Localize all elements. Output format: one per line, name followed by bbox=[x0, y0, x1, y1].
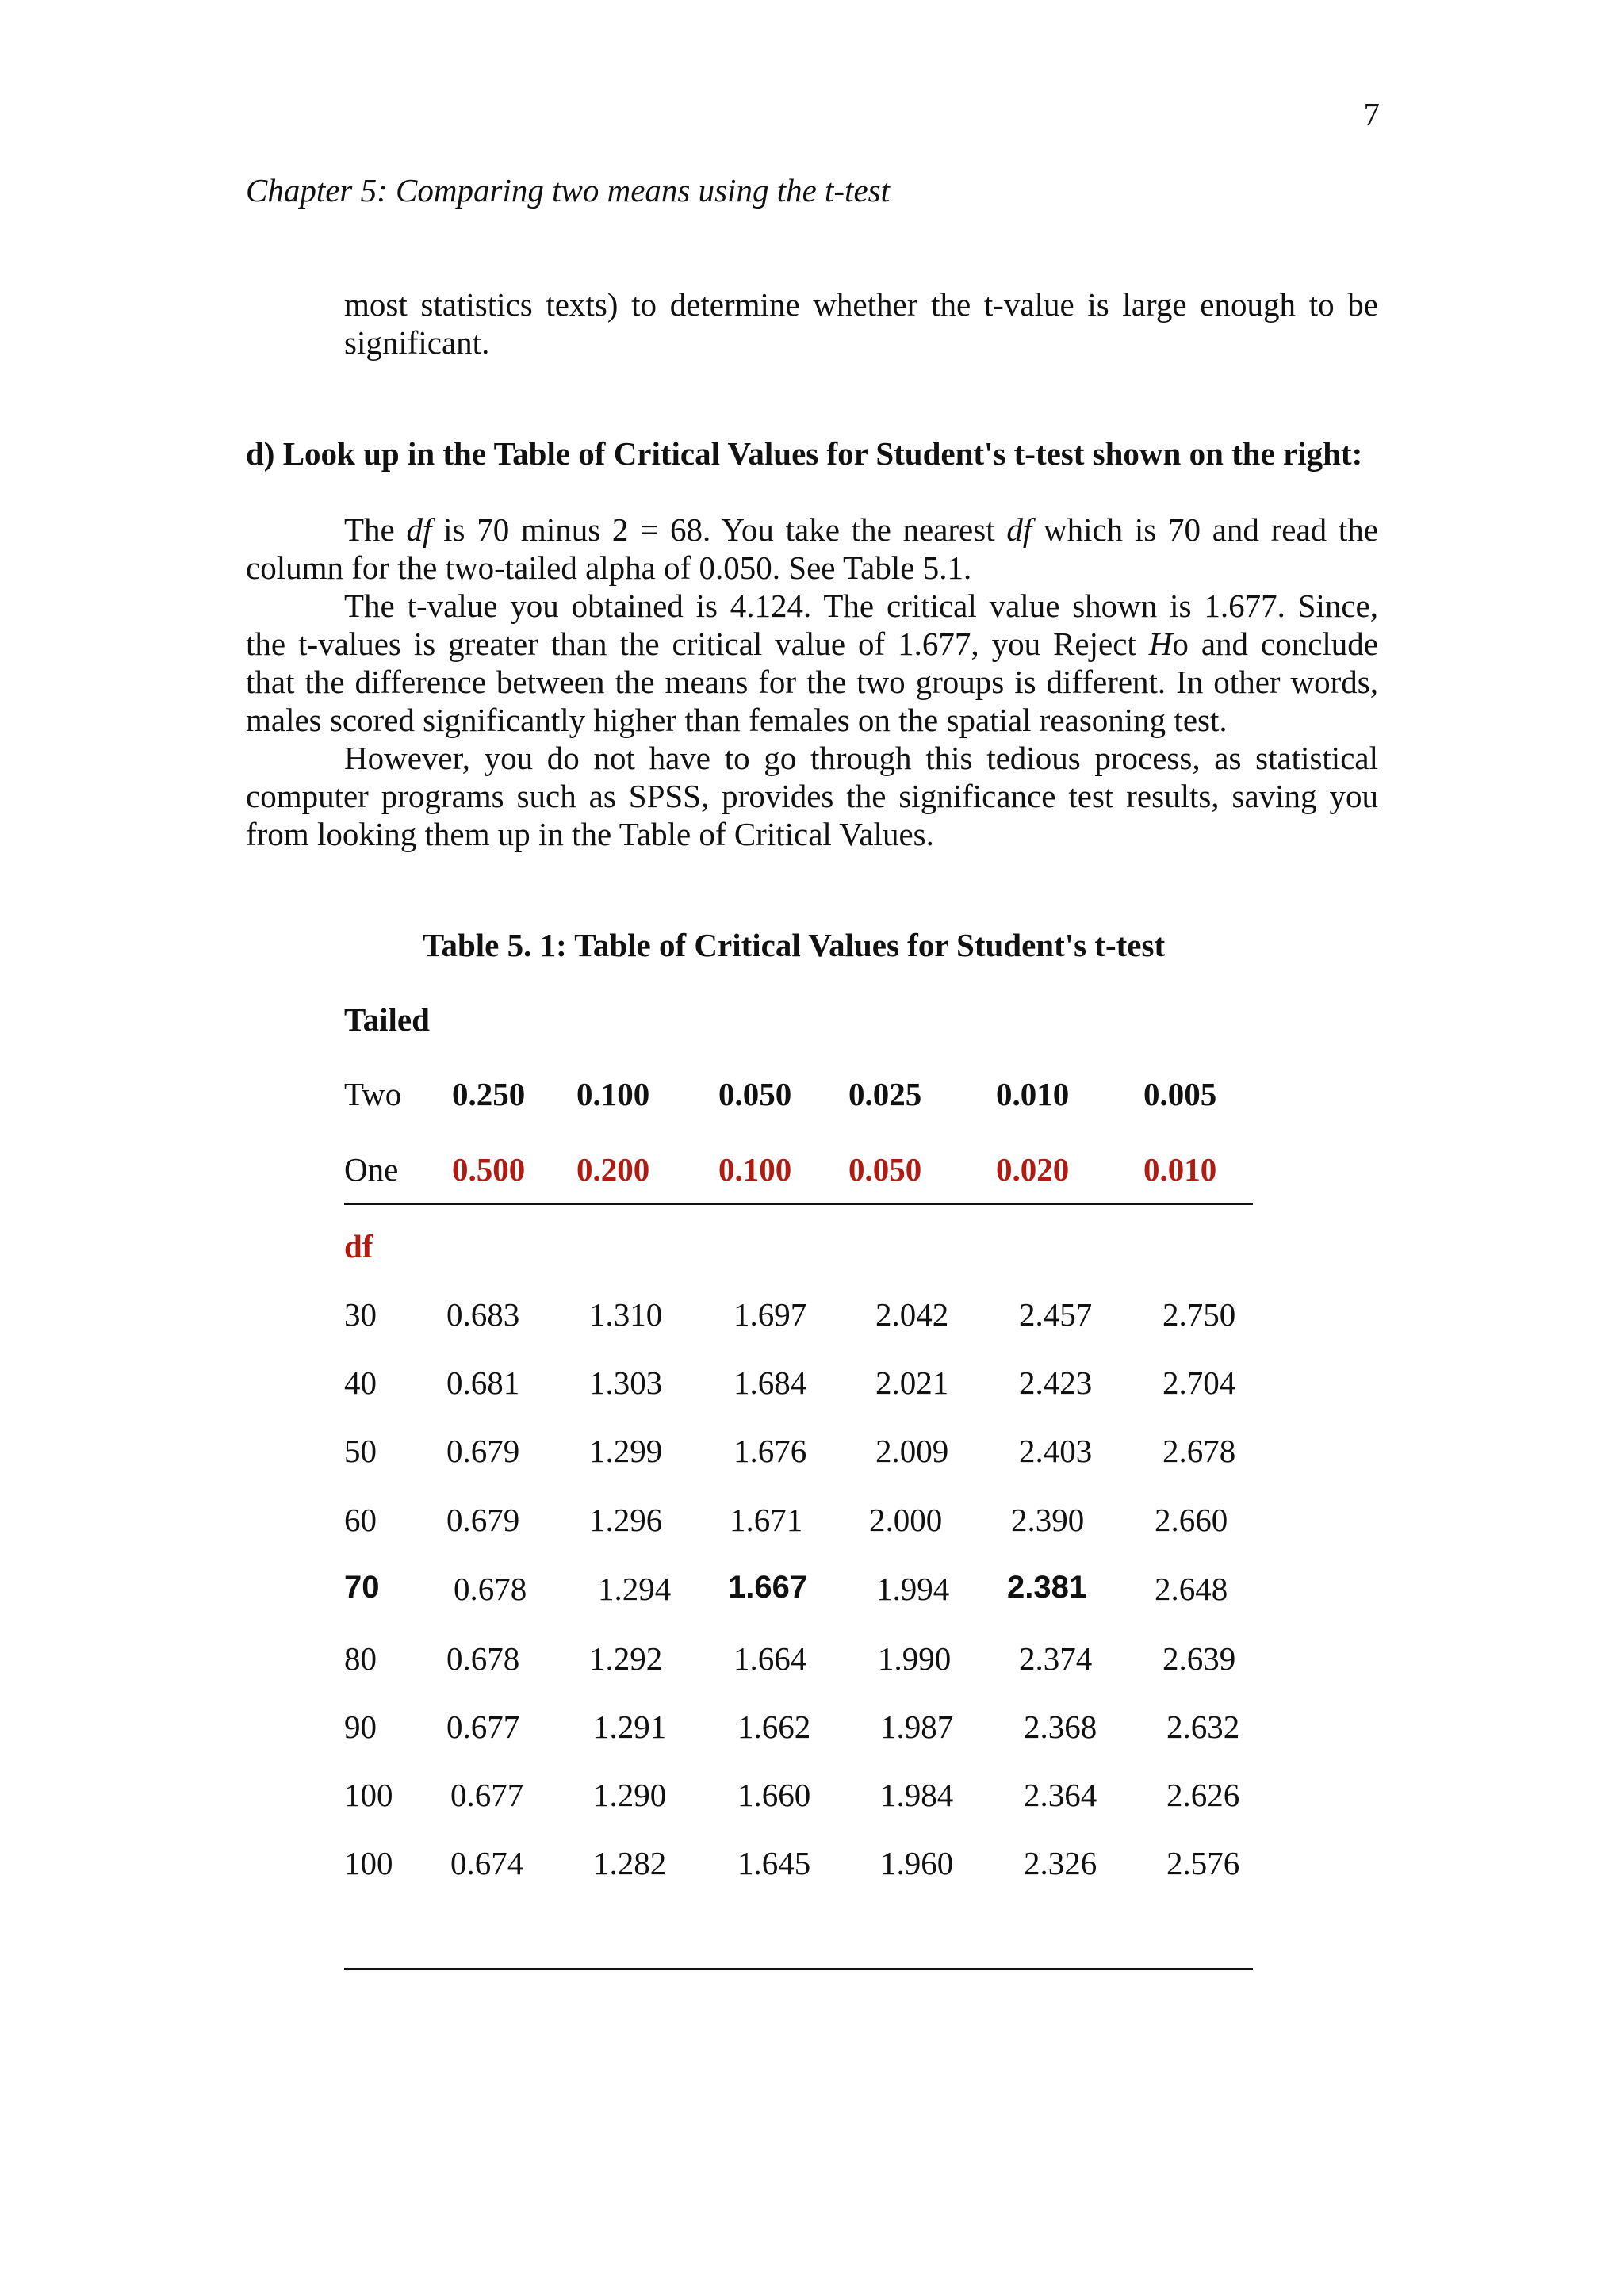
text-line bbox=[246, 815, 1378, 853]
critical-value-cell: 1.664 bbox=[733, 1640, 807, 1677]
critical-value-cell: 1.960 bbox=[880, 1845, 954, 1881]
critical-value-cell: 1.282 bbox=[593, 1845, 667, 1881]
text-line bbox=[246, 587, 1378, 625]
continuation-paragraph: most statistics texts) to determine whether the t-value is large enough to be significant. bbox=[344, 286, 1378, 361]
two-tailed-label: Two bbox=[344, 1076, 402, 1112]
critical-value-cell: 0.677 bbox=[450, 1777, 524, 1813]
critical-value-cell: 2.639 bbox=[1162, 1640, 1236, 1677]
text-run: is 70 minus 2 = 68. You take the nearest bbox=[431, 511, 1007, 548]
page-number: 7 bbox=[1363, 96, 1380, 132]
df-value: 40 bbox=[344, 1364, 377, 1401]
critical-value-cell: 1.697 bbox=[733, 1296, 807, 1333]
text-line bbox=[246, 663, 1378, 701]
one-tailed-alpha: 0.500 bbox=[452, 1151, 526, 1188]
text-line bbox=[246, 777, 1378, 815]
df-value: 100 bbox=[344, 1777, 393, 1813]
critical-value-cell: 0.678 bbox=[454, 1571, 527, 1607]
critical-value-cell: 2.660 bbox=[1155, 1502, 1228, 1538]
table-top-rule bbox=[344, 1203, 1253, 1205]
critical-value-cell: 1.667 bbox=[728, 1570, 808, 1605]
critical-value-cell: 2.750 bbox=[1162, 1296, 1236, 1333]
text-run: that the difference between the means for the two groups is different. In other words, bbox=[246, 664, 1378, 700]
critical-value-cell: 0.681 bbox=[446, 1364, 520, 1401]
critical-value-cell: 2.021 bbox=[875, 1364, 949, 1401]
critical-value-cell: 0.683 bbox=[446, 1296, 520, 1333]
text-run: o and conclude bbox=[1172, 626, 1378, 662]
text-run: which is 70 and read the bbox=[1032, 511, 1378, 548]
critical-value-cell: 2.326 bbox=[1024, 1845, 1097, 1881]
running-head: Chapter 5: Comparing two means using the t-test bbox=[246, 172, 891, 209]
critical-value-cell: 1.291 bbox=[593, 1709, 667, 1745]
df-value: 50 bbox=[344, 1433, 377, 1469]
body-text bbox=[246, 511, 1378, 853]
critical-value-cell: 1.645 bbox=[737, 1845, 811, 1881]
tailed-label: Tailed bbox=[344, 1001, 430, 1038]
critical-value-cell: 2.576 bbox=[1166, 1845, 1240, 1881]
critical-value-cell: 1.676 bbox=[733, 1433, 807, 1469]
critical-value-cell: 2.381 bbox=[1007, 1570, 1087, 1605]
text-run: However, you do not have to go through this tedious process, as statistical bbox=[344, 740, 1378, 776]
two-tailed-alpha: 0.025 bbox=[848, 1076, 922, 1112]
critical-value-cell: 2.626 bbox=[1166, 1777, 1240, 1813]
df-value: 90 bbox=[344, 1709, 377, 1745]
text-run: males scored significantly higher than females on the spatial reasoning test. bbox=[246, 702, 1228, 738]
critical-value-cell: 2.423 bbox=[1019, 1364, 1093, 1401]
text-run: computer programs such as SPSS, provides the significance test results, saving you bbox=[246, 778, 1378, 814]
critical-value-cell: 1.660 bbox=[737, 1777, 811, 1813]
critical-value-cell: 2.704 bbox=[1162, 1364, 1236, 1401]
critical-value-cell: 1.303 bbox=[589, 1364, 663, 1401]
text-run: column for the two-tailed alpha of 0.050. See Table 5.1. bbox=[246, 549, 972, 586]
italic-term: df bbox=[406, 511, 432, 548]
critical-value-cell: 2.632 bbox=[1166, 1709, 1240, 1745]
df-value: 60 bbox=[344, 1502, 377, 1538]
critical-value-cell: 2.678 bbox=[1162, 1433, 1236, 1469]
two-tailed-alpha: 0.100 bbox=[576, 1076, 650, 1112]
critical-value-cell: 1.671 bbox=[730, 1502, 803, 1538]
text-line bbox=[246, 625, 1378, 663]
table-title bbox=[0, 926, 1624, 964]
two-tailed-alpha: 0.010 bbox=[996, 1076, 1070, 1112]
critical-value-cell: 2.374 bbox=[1019, 1640, 1093, 1677]
df-value: 80 bbox=[344, 1640, 377, 1677]
critical-value-cell: 1.684 bbox=[733, 1364, 807, 1401]
df-value: 30 bbox=[344, 1296, 377, 1333]
one-tailed-alpha: 0.020 bbox=[996, 1151, 1070, 1188]
text-run: The bbox=[344, 511, 407, 548]
df-value: 70 bbox=[344, 1570, 380, 1605]
table-bottom-rule bbox=[344, 1968, 1253, 1970]
text-run: The t-value you obtained is 4.124. The critical value shown is 1.677. Since, bbox=[344, 587, 1378, 624]
critical-value-cell: 2.364 bbox=[1024, 1777, 1097, 1813]
critical-value-cell: 2.009 bbox=[875, 1433, 949, 1469]
text-line bbox=[246, 511, 1378, 549]
two-tailed-alpha: 0.050 bbox=[718, 1076, 792, 1112]
df-value: 100 bbox=[344, 1845, 393, 1881]
critical-value-cell: 1.994 bbox=[876, 1571, 950, 1607]
two-tailed-alpha: 0.250 bbox=[452, 1076, 526, 1112]
text-line bbox=[246, 701, 1378, 739]
section-heading: d) Look up in the Table of Critical Values for Student's t-test shown on the right: bbox=[246, 435, 1363, 472]
critical-value-cell: 2.000 bbox=[869, 1502, 943, 1538]
critical-value-cell: 2.042 bbox=[875, 1296, 949, 1333]
critical-value-cell: 2.390 bbox=[1011, 1502, 1085, 1538]
text-run: from looking them up in the Table of Critical Values. bbox=[246, 816, 934, 852]
one-tailed-alpha: 0.100 bbox=[718, 1151, 792, 1188]
one-tailed-label: One bbox=[344, 1151, 399, 1188]
critical-value-cell: 2.457 bbox=[1019, 1296, 1093, 1333]
critical-value-cell: 0.678 bbox=[446, 1640, 520, 1677]
italic-term: df bbox=[1006, 511, 1032, 548]
critical-value-cell: 1.984 bbox=[880, 1777, 954, 1813]
one-tailed-alpha: 0.010 bbox=[1143, 1151, 1217, 1188]
one-tailed-alpha: 0.050 bbox=[848, 1151, 922, 1188]
critical-value-cell: 0.674 bbox=[450, 1845, 524, 1881]
text-run: the t-values is greater than the critical value of 1.677, you Reject bbox=[246, 626, 1149, 662]
critical-value-cell: 2.648 bbox=[1155, 1571, 1228, 1607]
critical-value-cell: 1.299 bbox=[589, 1433, 663, 1469]
two-tailed-alpha: 0.005 bbox=[1143, 1076, 1217, 1112]
italic-term: H bbox=[1148, 626, 1173, 662]
critical-value-cell: 1.990 bbox=[878, 1640, 952, 1677]
critical-value-cell: 2.403 bbox=[1019, 1433, 1093, 1469]
critical-value-cell: 1.290 bbox=[593, 1777, 667, 1813]
table-title-text: Table 5. 1: Table of Critical Values for Student's t-test bbox=[422, 927, 1166, 963]
critical-value-cell: 1.292 bbox=[589, 1640, 663, 1677]
df-label: df bbox=[344, 1228, 373, 1265]
critical-value-cell: 0.679 bbox=[446, 1502, 520, 1538]
one-tailed-alpha: 0.200 bbox=[576, 1151, 650, 1188]
text-line bbox=[246, 739, 1378, 777]
critical-value-cell: 1.662 bbox=[737, 1709, 811, 1745]
critical-value-cell: 1.296 bbox=[589, 1502, 663, 1538]
critical-value-cell: 0.677 bbox=[446, 1709, 520, 1745]
text-line bbox=[246, 549, 1378, 587]
critical-value-cell: 2.368 bbox=[1024, 1709, 1097, 1745]
critical-value-cell: 1.987 bbox=[880, 1709, 954, 1745]
critical-value-cell: 0.679 bbox=[446, 1433, 520, 1469]
critical-value-cell: 1.294 bbox=[598, 1571, 672, 1607]
critical-value-cell: 1.310 bbox=[589, 1296, 663, 1333]
